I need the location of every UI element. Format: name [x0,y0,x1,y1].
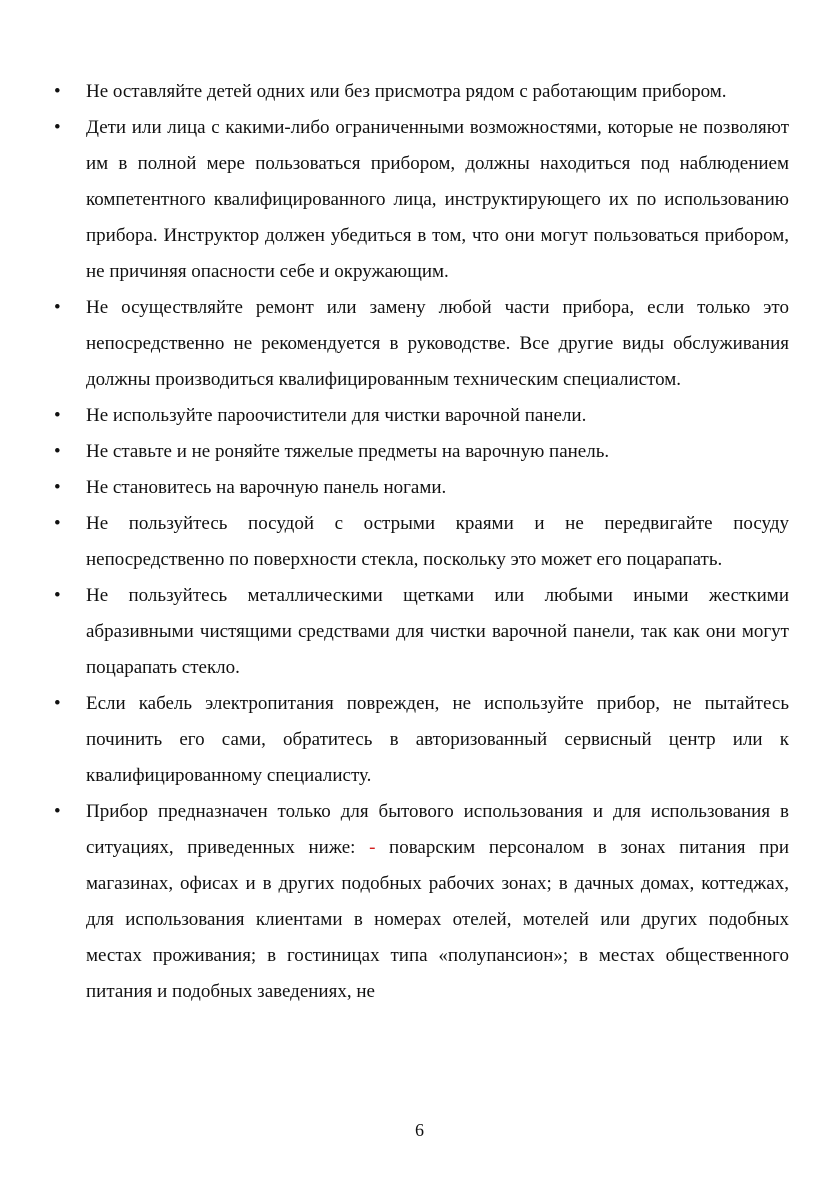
list-item [54,74,789,110]
list-item-text: Не становитесь на варочную панель ногами. [86,477,447,498]
list-item [54,470,789,506]
list-item [54,398,789,434]
red-dash-mark: - [369,837,376,858]
page-body [54,74,789,1010]
bullet-icon: • [54,477,61,498]
list-item [54,686,789,794]
list-item-text-part: Прибор предназначен только для бытового использования и для использования в ситуациях, приведенных ниже: [86,801,789,858]
page-number: 6 [415,1120,424,1140]
bullet-icon: • [54,513,61,534]
list-item-text: Не пользуйтесь металлическими щетками или любыми иными жесткими абразивными чистящими средствами для чистки варочной панели, так как они могут поцарапать стекло. [86,585,789,678]
list-item-text: Если кабель электропитания поврежден, не используйте прибор, не пытайтесь починить его сами, обратитесь в авторизованный сервисный центр или к квалифицированному специалисту. [86,693,789,786]
bullet-icon: • [54,297,61,318]
bullet-icon: • [54,405,61,426]
bullet-icon: • [54,81,61,102]
list-item [54,794,789,1010]
bullet-icon: • [54,585,61,606]
bullet-icon: • [54,117,61,138]
bullet-list [54,74,789,1010]
list-item-text: Не оставляйте детей одних или без присмотра рядом с работающим прибором. [86,81,727,102]
bullet-icon: • [54,441,61,462]
list-item-text: Не ставьте и не роняйте тяжелые предметы на варочную панель. [86,441,610,462]
bullet-icon: • [54,801,61,822]
list-item-text: Не пользуйтесь посудой с острыми краями и не передвигайте посуду непосредственно по поверхности стекла, поскольку это может его поцарапать. [86,513,789,570]
list-item [54,434,789,470]
list-item-text: Не используйте пароочистители для чистки варочной панели. [86,405,587,426]
list-item-text [86,794,789,1010]
bullet-icon: • [54,693,61,714]
list-item-text: Не осуществляйте ремонт или замену любой части прибора, если только это непосредственно не рекомендуется в руководстве. Все другие виды обслуживания должны производиться квалифицированным техническим специалистом. [86,297,789,390]
list-item [54,290,789,398]
list-item [54,506,789,578]
list-item-text-part: поварским персоналом в зонах питания при магазинах, офисах и в других подобных рабочих зонах; в дачных домах, коттеджах, для использования клиентами в номерах отелей, мотелей или других подобных местах проживания; в гостиницах типа «полупансион»; в местах общественного питания и подобных заведениях, не [86,837,789,1002]
list-item [54,578,789,686]
list-item [54,110,789,290]
list-item-text: Дети или лица с какими-либо ограниченными возможностями, которые не позволяют им в полной мере пользоваться прибором, должны находиться под наблюдением компетентного квалифицированного лица, инструктирующего их по использованию прибора. Инструктор должен убедиться в том, что они могут пользоваться прибором, не причиняя опасности себе и окружающим. [86,117,789,282]
